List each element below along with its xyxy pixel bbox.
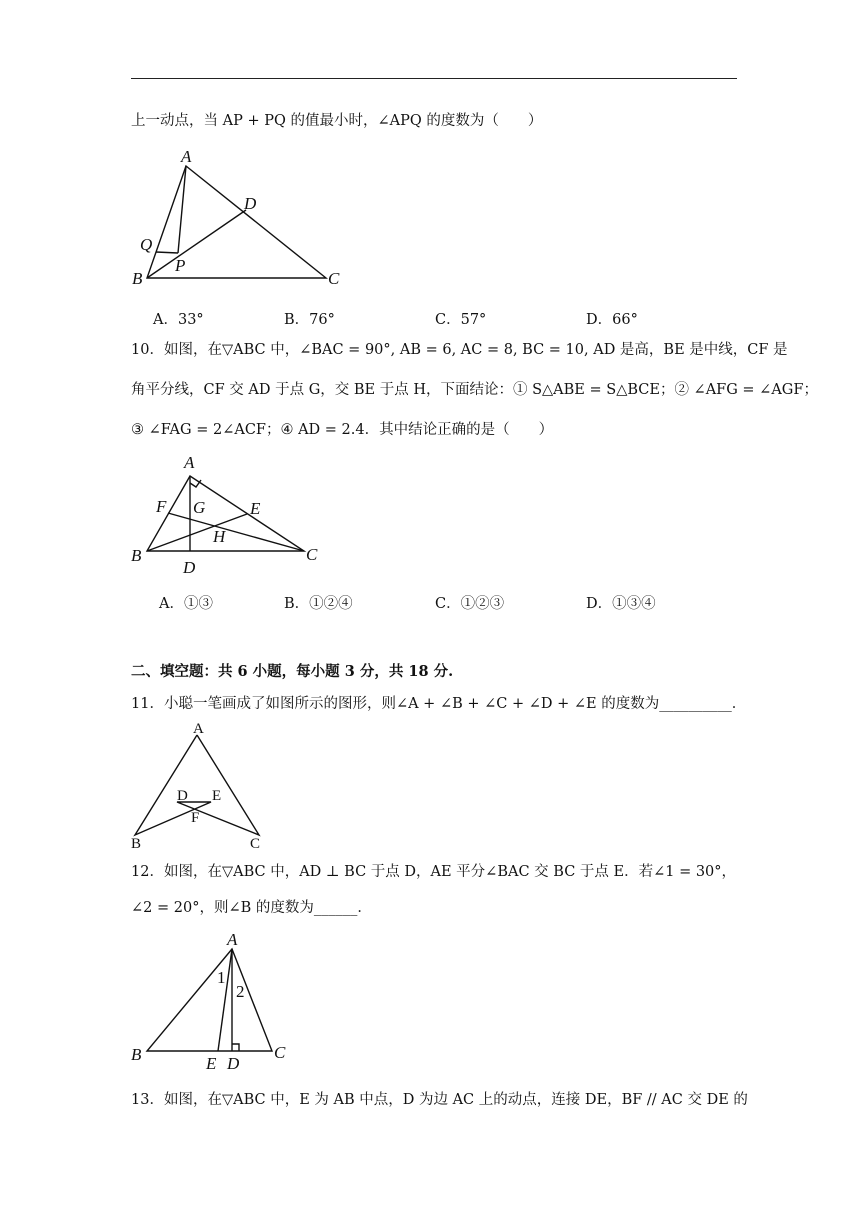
q12-label-e: E <box>206 1054 217 1073</box>
q10-label-g: G <box>193 498 206 517</box>
q10-label-a: A <box>184 453 195 472</box>
q9-label-q: Q <box>140 235 153 254</box>
q10-label-c: C <box>306 545 318 564</box>
q9-label-b: B <box>132 269 143 288</box>
q10-option-d: D．①③④ <box>586 596 656 612</box>
q9-label-a: A <box>181 147 192 166</box>
q9-label-d: D <box>244 194 257 213</box>
q12-line-1: 12．如图，在▽ABC 中，AD ⊥ BC 于点 D，AE 平分∠BAC 交 BC 于点 E．若∠1 = 30°， <box>131 864 737 880</box>
q12-label-d: D <box>227 1054 240 1073</box>
q12-label-a: A <box>227 930 238 949</box>
q10-option-c: C．①②③ <box>435 596 505 612</box>
q12-label-b: B <box>131 1045 142 1064</box>
q9-stem-tail: 上一动点，当 AP + PQ 的值最小时，∠APQ 的度数为（ ） <box>131 113 543 129</box>
q10-line-2: 角平分线，CF 交 AD 于点 G，交 BE 于点 H，下面结论：① S△ABE = S△BCE；② ∠AFG = ∠AGF； <box>131 382 818 398</box>
q11-label-d: D <box>177 788 188 804</box>
q9-option-d: D．66° <box>586 312 638 328</box>
q11-text: 11．小聪一笔画成了如图所示的图形，则∠A + ∠B + ∠C + ∠D + ∠E 的度数为__________． <box>131 696 747 712</box>
q12-angle-1: 1 <box>217 968 226 987</box>
q12-line-2: ∠2 = 20°，则∠B 的度数为______． <box>131 900 372 916</box>
q10-label-f: F <box>156 497 167 516</box>
q9-option-b: B．76° <box>284 312 335 328</box>
q11-label-f: F <box>191 810 200 826</box>
q11-label-c: C <box>250 836 261 852</box>
q10-line-1: 10．如图，在▽ABC 中，∠BAC = 90°, AB = 6, AC = 8, BC = 10, AD 是高，BE 是中线，CF 是 <box>131 342 788 358</box>
q9-label-c: C <box>328 269 340 288</box>
q9-label-p: P <box>175 256 186 275</box>
q12-label-c: C <box>274 1043 286 1062</box>
section-2-title: 二、填空题：共 6 小题，每小题 3 分，共 18 分. <box>131 663 454 680</box>
q10-label-e: E <box>250 499 261 518</box>
q11-label-b: B <box>131 836 142 852</box>
q12-right-angle-mark <box>232 1044 239 1051</box>
q10-label-d: D <box>183 558 196 577</box>
q10-label-b: B <box>131 546 142 565</box>
q10-line-3: ③ ∠FAG = 2∠ACF；④ AD = 2.4．其中结论正确的是（ ） <box>131 422 554 438</box>
q13-line-1: 13．如图，在▽ABC 中，E 为 AB 中点，D 为边 AC 上的动点，连接 DE，BF // AC 交 DE 的 <box>131 1092 748 1108</box>
q10-label-h: H <box>213 527 226 546</box>
q12-angle-2: 2 <box>236 982 245 1001</box>
q9-option-a: A．33° <box>153 312 204 328</box>
q11-label-e: E <box>212 788 222 804</box>
q9-option-c: C．57° <box>435 312 487 328</box>
q10-option-b: B．①②④ <box>284 596 353 612</box>
q11-label-a: A <box>193 721 204 737</box>
q10-option-a: A．①③ <box>159 596 213 612</box>
q12-triangle-abc <box>147 949 272 1051</box>
